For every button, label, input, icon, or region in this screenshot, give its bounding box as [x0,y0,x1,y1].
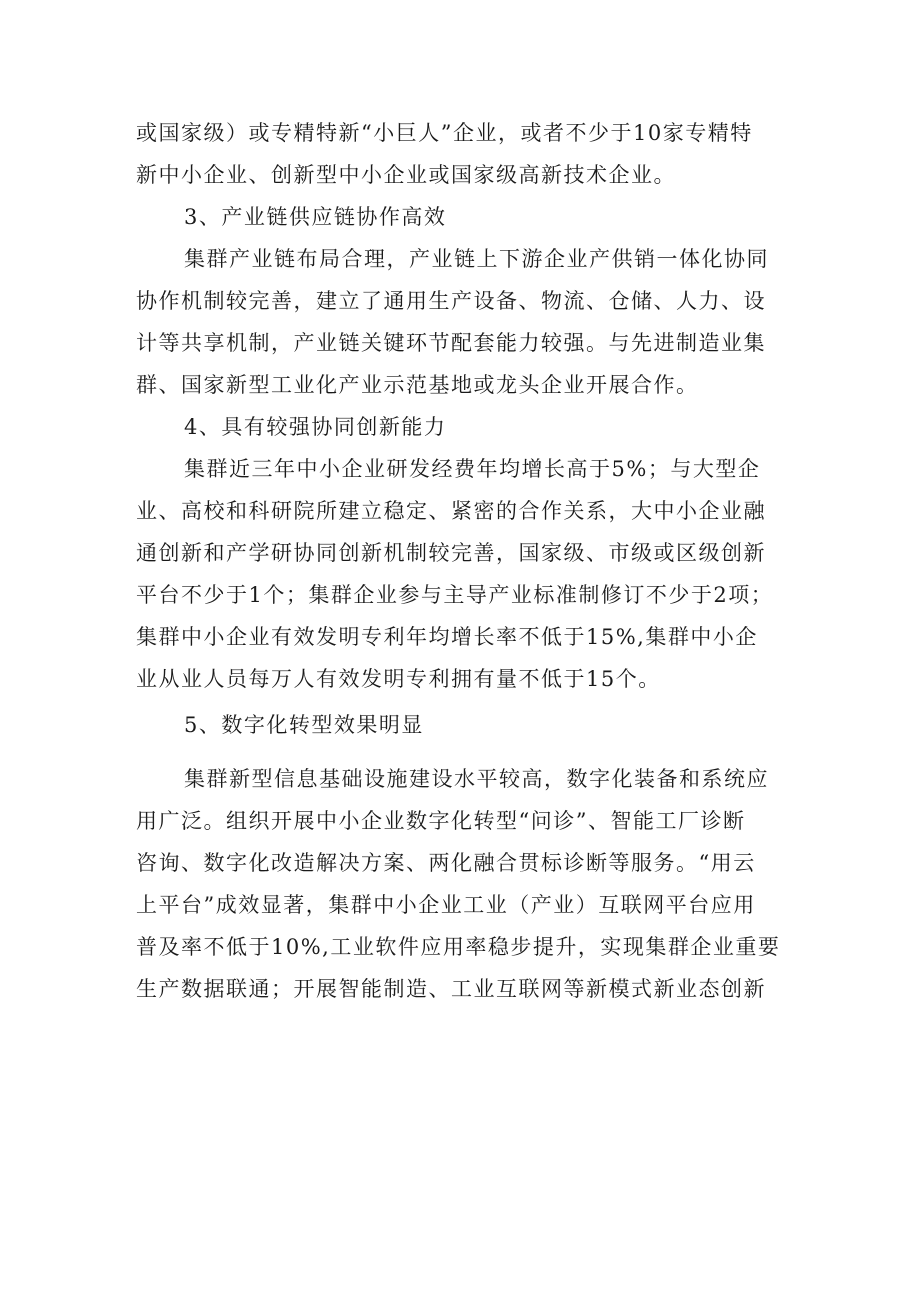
paragraph-line: 业、高校和科研院所建立稳定、紧密的合作关系，大中小企业融 [136,499,766,523]
paragraph-line: 集群产业链布局合理，产业链上下游企业产供销一体化协同 [184,247,769,271]
paragraph-line: 新中小企业、创新型中小企业或国家级高新技术企业。 [136,163,676,187]
section-heading-3: 3、产业链供应链协作高效 [184,205,447,229]
section-heading-4: 4、具有较强协同创新能力 [184,415,447,439]
paragraph-line: 集群新型信息基础设施建设水平较高，数字化装备和系统应 [184,767,769,791]
paragraph-line: 生产数据联通；开展智能制造、工业互联网等新模式新业态创新 [136,977,766,1001]
paragraph-line: 普及率不低于10%,工业软件应用率稳步提升，实现集群企业重要 [136,935,781,959]
paragraph-line: 平台不少于1个；集群企业参与主导产业标准制修订不少于2项； [136,583,774,607]
paragraph-line: 或国家级）或专精特新“小巨人”企业，或者不少于10家专精特 [136,121,753,145]
paragraph-line: 协作机制较完善，建立了通用生产设备、物流、仓储、人力、设 [136,289,766,313]
document-body [136,112,788,1010]
paragraph-line: 通创新和产学研协同创新机制较完善，国家级、市级或区级创新 [136,541,766,565]
section-heading-5: 5、数字化转型效果明显 [184,713,424,737]
spacer [136,746,788,758]
paragraph-line: 计等共享机制，产业链关键环节配套能力较强。与先进制造业集 [136,331,766,355]
paragraph-line: 群、国家新型工业化产业示范基地或龙头企业开展合作。 [136,373,699,397]
paragraph-line: 集群中小企业有效发明专利年均增长率不低于15%,集群中小企 [136,625,758,649]
paragraph-line: 咨询、数字化改造解决方案、两化融合贯标诊断等服务。“用云 [136,851,756,875]
paragraph-line: 上平台”成效显著，集群中小企业工业（产业）互联网平台应用 [136,893,756,917]
paragraph-line: 业从业人员每万人有效发明专利拥有量不低于15个。 [136,667,661,691]
paragraph-line: 用广泛。组织开展中小企业数字化转型“问诊”、智能工厂诊断 [136,809,746,833]
paragraph-line: 集群近三年中小企业研发经费年均增长高于5%；与大型企 [184,457,761,481]
